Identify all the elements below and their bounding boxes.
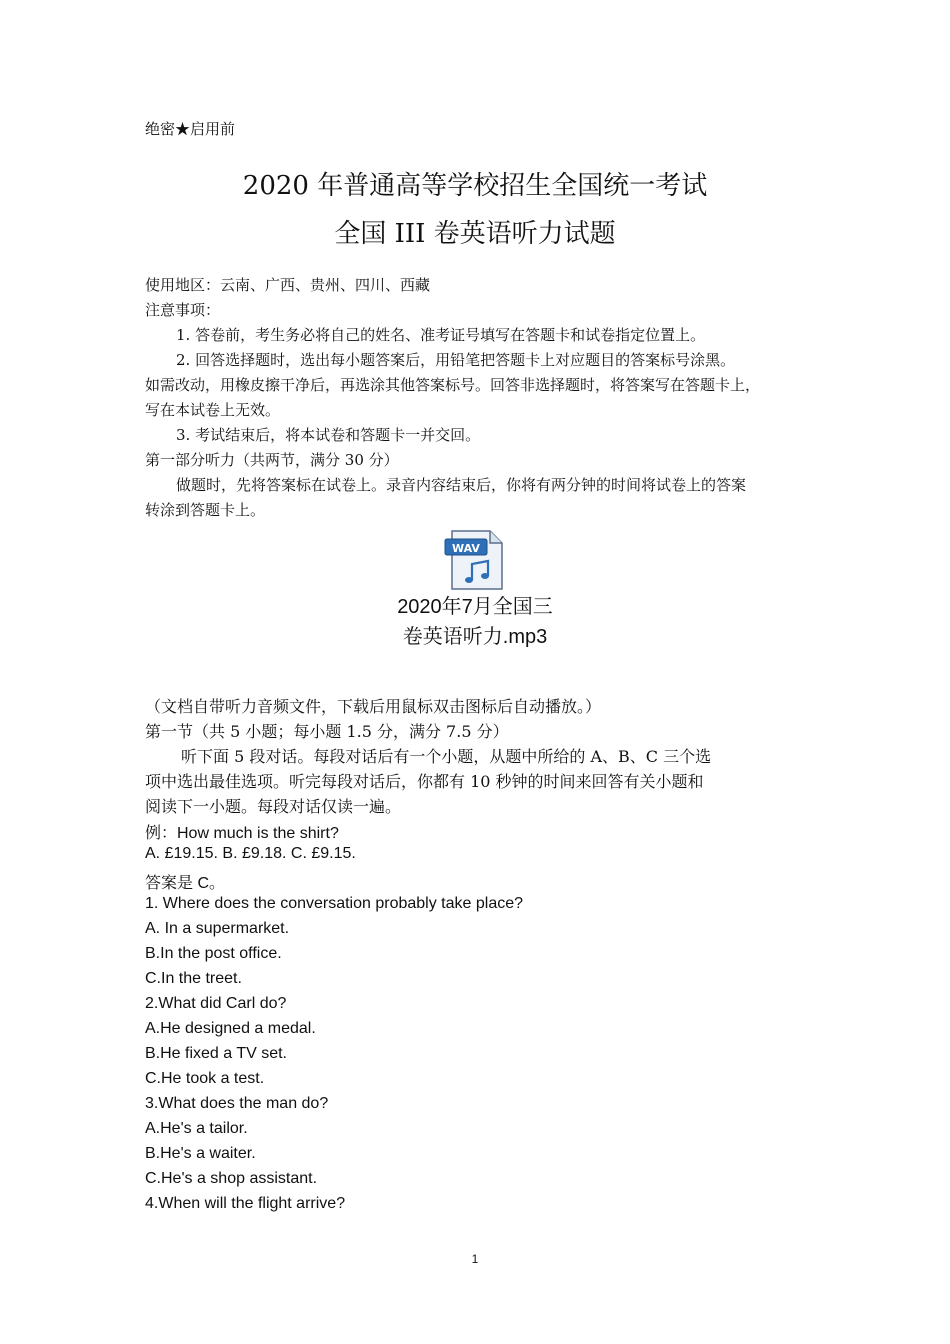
section1-instructions: 听下面 5 段对话。每段对话后有一个小题，从题中所给的 A、B、C 三个选 (181, 747, 712, 766)
notice-item-continued: 如需改动，用橡皮擦干净后，再选涂其他答案标号。回答非选择题时，将答案写在答题卡上， (145, 376, 761, 394)
option-line: A.He designed a medal. (145, 1020, 316, 1037)
question-line: 1. Where does the conversation probably take place? (145, 895, 524, 912)
option-line: C.He's a shop assistant. (145, 1170, 318, 1187)
notice-heading: 注意事项： (145, 301, 221, 319)
exam-subtitle: 全国 III 卷英语听力试题 (334, 219, 616, 249)
section1-heading: 第一节（共 5 小题；每小题 1.5 分，满分 7.5 分） (145, 722, 509, 741)
part1-heading: 第一部分听力（共两节，满分 30 分） (145, 451, 399, 469)
option-line: A. In a supermarket. (145, 920, 290, 937)
usage-region: 使用地区：云南、广西、贵州、四川、西藏 (145, 276, 431, 294)
notice-item: 2. 回答选择题时，选出每小题答案后，用铅笔把答题卡上对应题目的答案标号涂黑。 (176, 351, 736, 369)
attachment-note: （文档自带听力音频文件，下载后用鼠标双击图标后自动播放。） (145, 697, 602, 716)
notice-item-continued: 写在本试卷上无效。 (145, 401, 281, 419)
example-question: 例：How much is the shirt? (145, 825, 339, 842)
exam-title: 2020 年普通高等学校招生全国统一考试 (242, 171, 708, 201)
section1-instructions: 项中选出最佳选项。听完每段对话后，你都有 10 秒钟的时间来回答有关小题和 (145, 772, 704, 791)
example-answer: 答案是 C。 (145, 875, 226, 892)
option-line: B.In the post office. (145, 945, 282, 962)
question-line: 4.When will the flight arrive? (145, 1195, 346, 1212)
attachment-filename[interactable]: 2020年7月全国三 (397, 596, 553, 618)
classification-label: 绝密★启用前 (145, 120, 236, 138)
notice-item: 3. 考试结束后，将本试卷和答题卡一并交回。 (176, 426, 481, 444)
section1-instructions: 阅读下一小题。每段对话仅读一遍。 (145, 797, 402, 816)
option-line: C.In the treet. (145, 970, 242, 987)
part1-instructions: 转涂到答题卡上。 (145, 501, 266, 519)
wav-file-icon[interactable] (444, 530, 506, 590)
wav-icon-text: WAV (452, 542, 480, 555)
page-number: 1 (471, 1252, 479, 1266)
example-options: A. £19.15. B. £9.18. C. £9.15. (145, 845, 356, 862)
option-line: B.He's a waiter. (145, 1145, 256, 1162)
attachment-filename[interactable]: 卷英语听力.mp3 (402, 626, 548, 648)
question-line: 3.What does the man do? (145, 1095, 329, 1112)
option-line: A.He's a tailor. (145, 1120, 248, 1137)
part1-instructions: 做题时，先将答案标在试卷上。录音内容结束后，你将有两分钟的时间将试卷上的答案 (176, 476, 747, 494)
option-line: B.He fixed a TV set. (145, 1045, 287, 1062)
question-line: 2.What did Carl do? (145, 995, 287, 1012)
notice-item: 1. 答卷前，考生务必将自己的姓名、准考证号填写在答题卡和试卷指定位置上。 (176, 326, 706, 344)
option-line: C.He took a test. (145, 1070, 265, 1087)
